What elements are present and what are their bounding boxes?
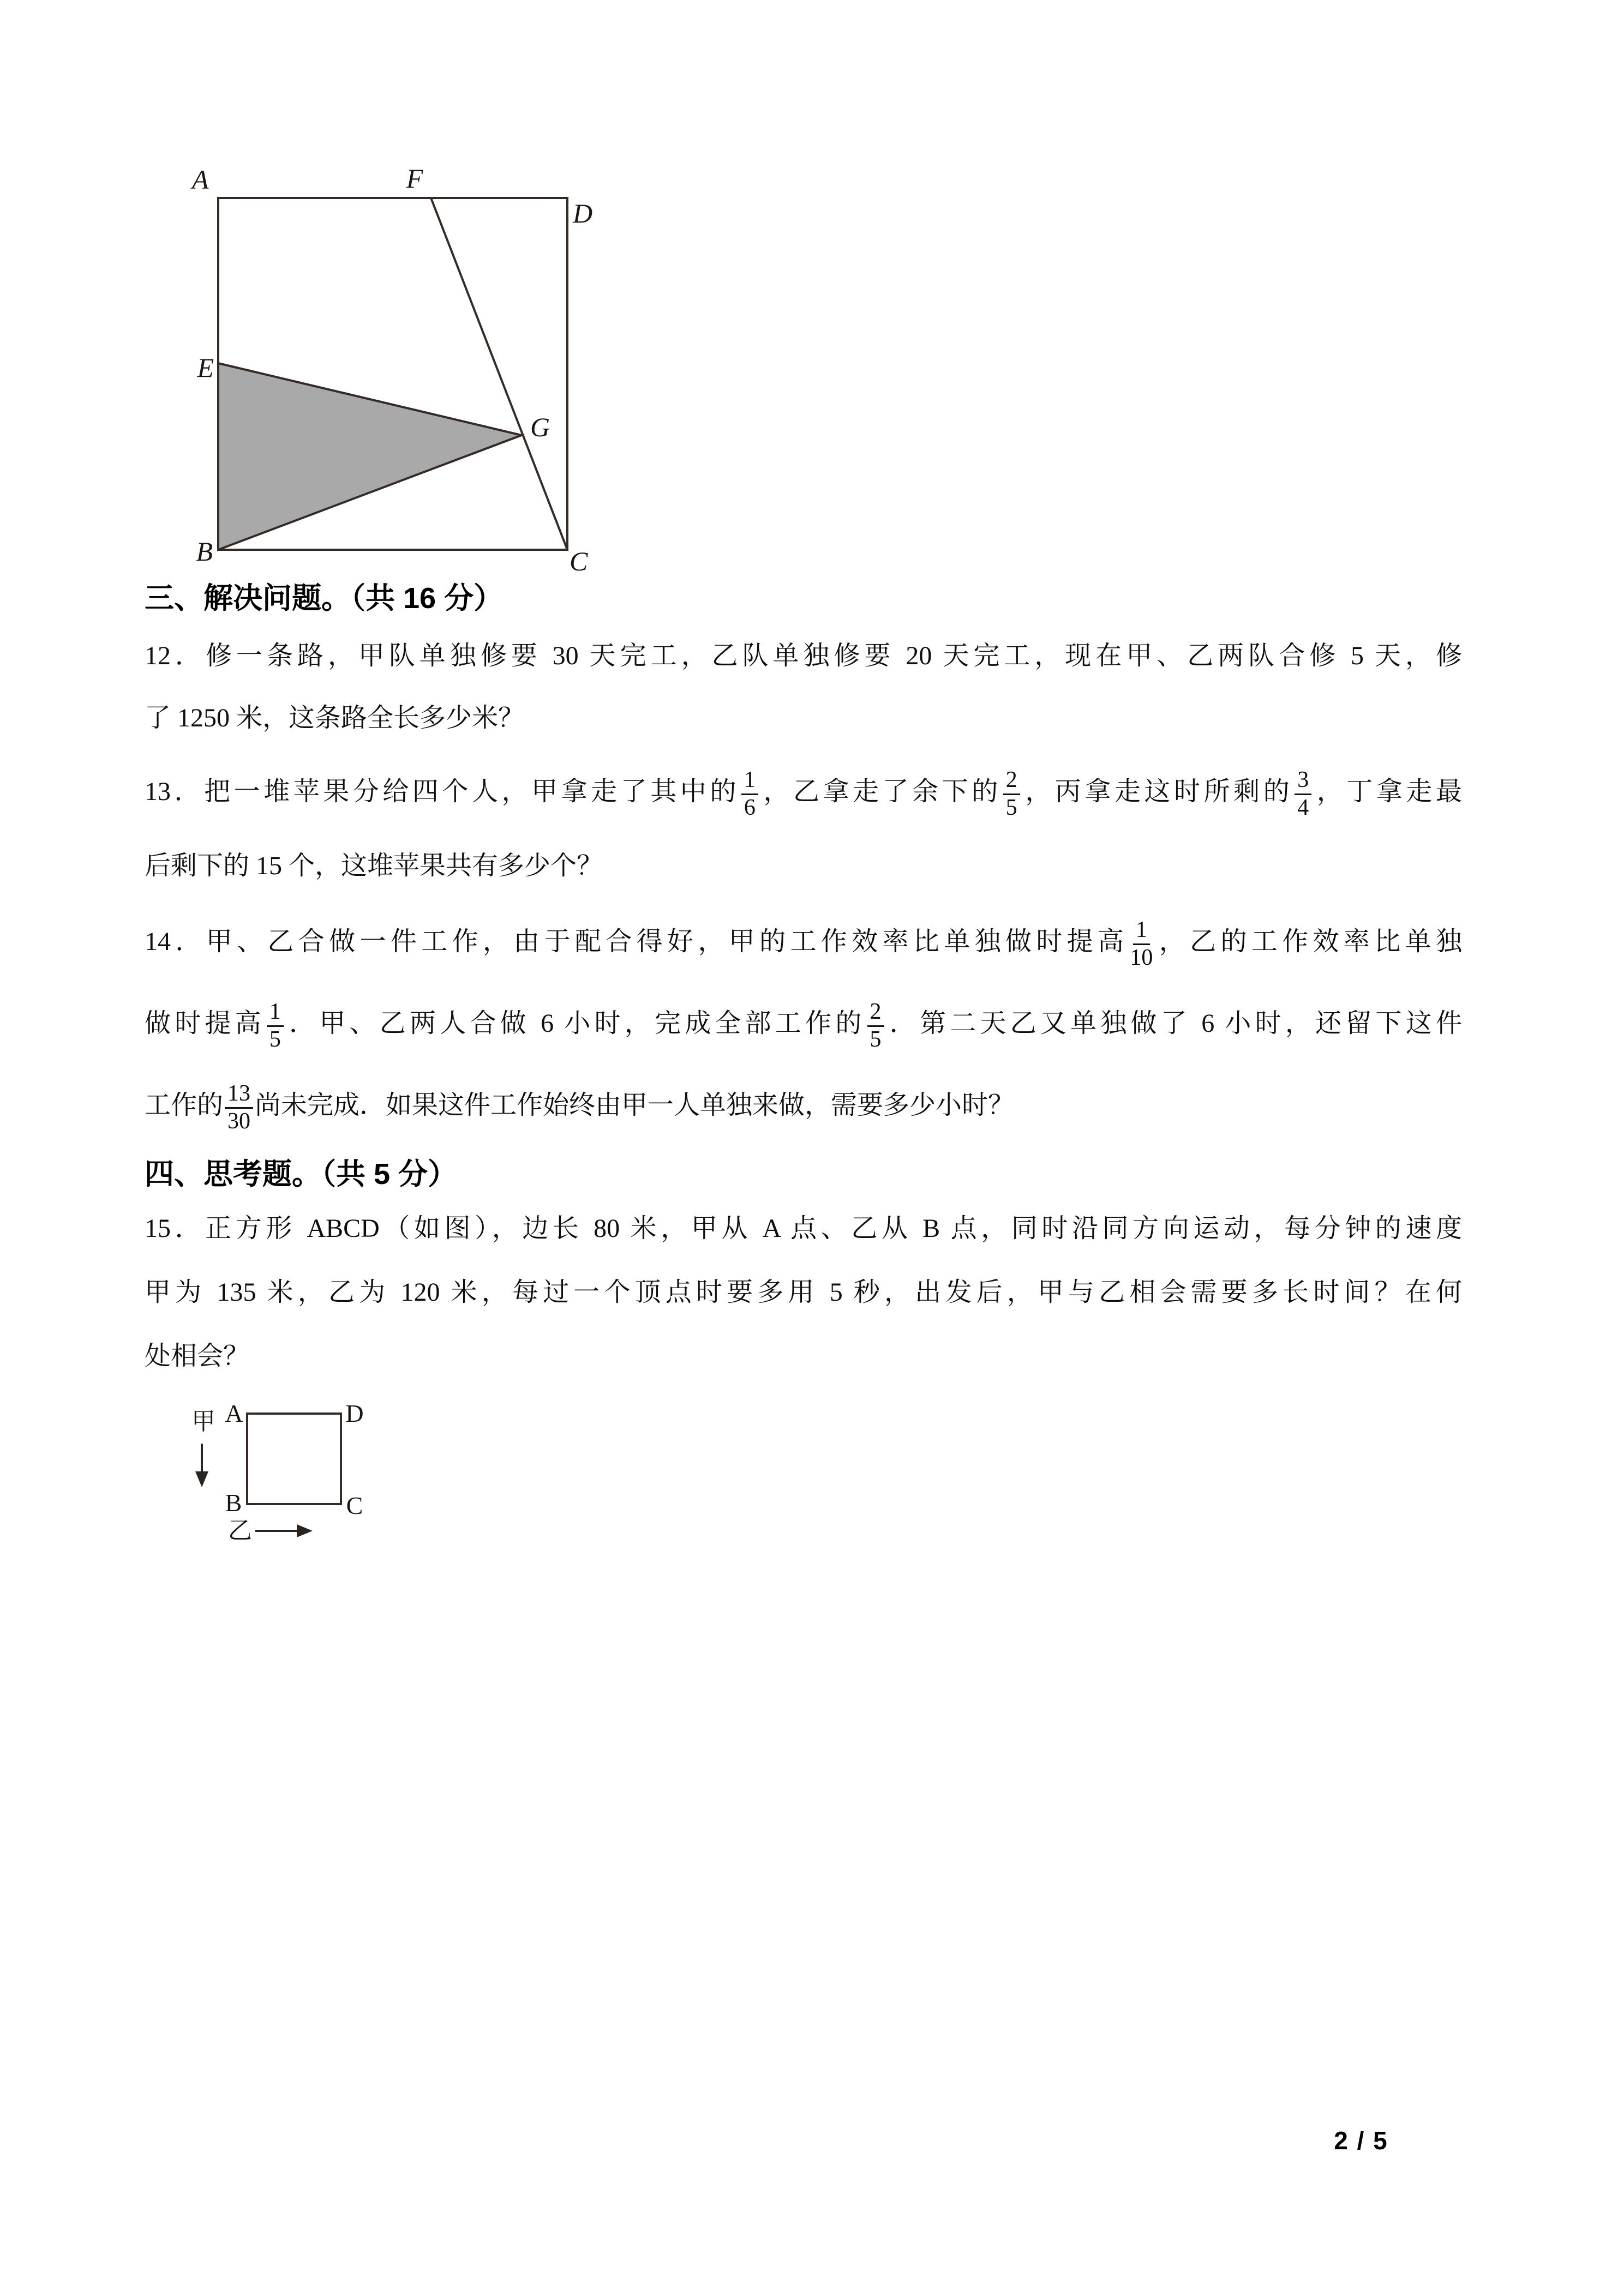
problem-line: [145, 625, 1462, 687]
fraction-numerator: 13: [225, 1082, 253, 1109]
fraction-denominator: 4: [1297, 795, 1309, 820]
text-run: 甲为 135 米，乙为 120 米，每过一个顶点时要多用 5 秒，出发后，甲与乙相会需要多长时间？在何: [145, 1278, 1462, 1307]
text-run: ．第二天乙又单独做了 6 小时，还留下这件: [885, 1009, 1462, 1038]
text-run: 13．把一堆苹果分给四个人，甲拿走了其中的: [145, 777, 740, 806]
text-run: ，丙拿走这时所剩的: [1021, 777, 1293, 806]
fraction: [741, 768, 758, 820]
figure2-mover-yi: 乙: [228, 1517, 252, 1544]
fraction: [225, 1082, 253, 1133]
text-run: 12．修一条路，甲队单独修要 30 天完工，乙队单独修要 20 天完工，现在甲、乙两队合修 5 天，修: [145, 641, 1462, 670]
square-ABCD-outline-small: [247, 1414, 341, 1504]
text-run: 后剩下的 15 个，这堆苹果共有多少个？: [145, 851, 603, 880]
fraction-numerator: 1: [1133, 918, 1150, 945]
fraction-numerator: 2: [1003, 768, 1020, 795]
problem-12: [145, 625, 1462, 749]
text-run: ，乙拿走了余下的: [759, 777, 1002, 806]
problem-15: [145, 1197, 1462, 1388]
section4-heading: 四、思考题。（共 5 分）: [145, 1158, 458, 1191]
figure1-label-c: C: [570, 546, 588, 576]
figure2-label-d: D: [345, 1399, 364, 1427]
problem-14: [145, 901, 1462, 1146]
problem-line: [145, 1260, 1462, 1324]
fraction-denominator: 5: [1005, 795, 1017, 820]
problem-13: [145, 755, 1462, 903]
problem-line: [145, 755, 1462, 829]
geometry-figure-square-EFG: [180, 157, 595, 593]
shaded-triangle-EGB: [218, 363, 522, 550]
page-number: 2 / 5: [1334, 2126, 1388, 2155]
fraction: [1295, 768, 1311, 820]
text-run: 了 1250 米，这条路全长多少米？: [145, 704, 525, 732]
figure2-label-b: B: [225, 1489, 242, 1517]
figure1-label-b: B: [196, 536, 213, 567]
motion-figure-square-ABCD: [153, 1385, 398, 1565]
problem-line: [145, 1065, 1462, 1146]
figure1-label-e: E: [197, 352, 214, 383]
text-run: 15．正方形 ABCD（如图），边长 80 米，甲从 A 点、乙从 B 点，同时沿同方向运动，每分钟的速度: [145, 1214, 1462, 1243]
fraction-numerator: 2: [867, 1000, 884, 1027]
figure2-label-a: A: [225, 1399, 243, 1427]
fraction-denominator: 6: [744, 795, 756, 820]
fraction-denominator: 5: [269, 1026, 281, 1052]
text-run: 尚未完成．如果这件工作始终由甲一人单独来做，需要多少小时？: [255, 1091, 1015, 1120]
section3-heading: 三、解决问题。（共 16 分）: [145, 582, 504, 615]
figure1-label-f: F: [406, 163, 423, 194]
figure1-label-d: D: [573, 198, 593, 229]
fraction-denominator: 30: [227, 1108, 251, 1134]
text-run: 处相会？: [145, 1342, 250, 1371]
line-FC: [431, 198, 567, 550]
fraction-numerator: 1: [741, 768, 758, 795]
problem-line: [145, 1197, 1462, 1260]
fraction: [1130, 918, 1153, 970]
figure1-label-a: A: [192, 164, 209, 195]
problem-line: [145, 829, 1462, 903]
text-run: 工作的: [145, 1091, 224, 1120]
fraction-numerator: 1: [267, 1000, 284, 1027]
text-run: ，乙的工作效率比单独: [1154, 927, 1462, 956]
text-run: ，丁拿走最: [1313, 777, 1462, 806]
text-run: 14．甲、乙合做一件工作，由于配合得好，甲的工作效率比单独做时提高: [145, 927, 1129, 956]
figure2-mover-jia: 甲: [191, 1408, 215, 1435]
problem-line: [145, 687, 1462, 749]
problem-line: [145, 1324, 1462, 1388]
problem-line: [145, 901, 1462, 983]
figure1-label-g: G: [530, 412, 550, 442]
text-run: 做时提高: [145, 1009, 265, 1038]
text-run: ．甲、乙两人合做 6 小时，完成全部工作的: [285, 1009, 866, 1038]
fraction: [267, 1000, 284, 1051]
fraction-denominator: 10: [1130, 945, 1153, 970]
down-arrow-icon: [195, 1444, 208, 1487]
right-arrow-icon: [255, 1524, 313, 1537]
figure2-label-c: C: [346, 1492, 363, 1519]
fraction-denominator: 5: [870, 1026, 882, 1052]
fraction-numerator: 3: [1295, 768, 1311, 795]
fraction: [867, 1000, 884, 1051]
fraction: [1003, 768, 1020, 820]
problem-line: [145, 983, 1462, 1065]
